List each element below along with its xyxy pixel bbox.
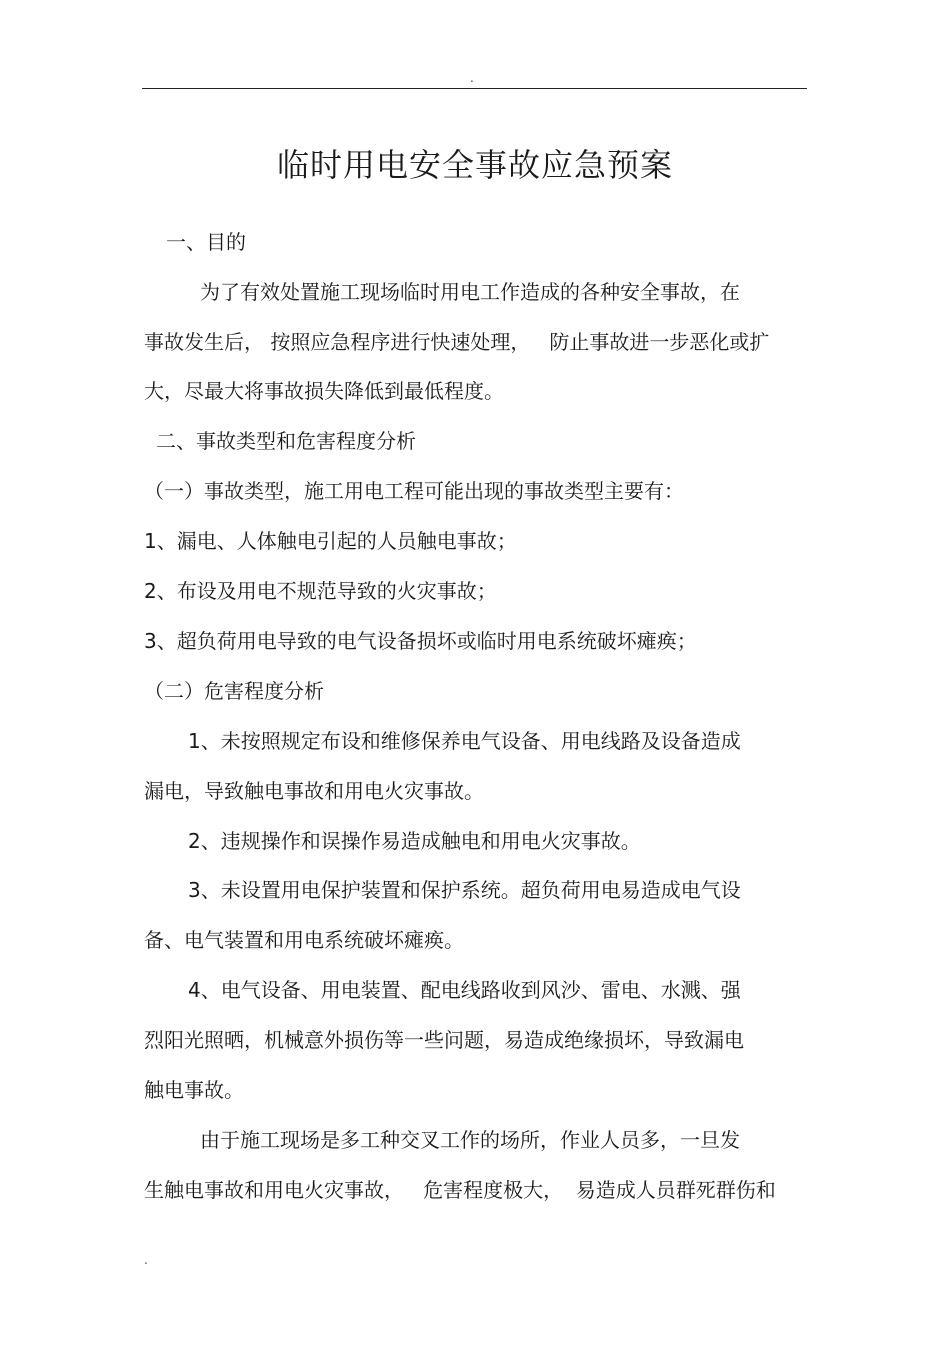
subsection-heading-hazard: （二）危害程度分析 (144, 679, 324, 703)
footer-mark: . (144, 1253, 148, 1267)
list-item: 2、违规操作和误操作易造成触电和用电火灾事故。 (188, 829, 641, 853)
list-item: 2、布设及用电不规范导致的火灾事故； (144, 579, 497, 603)
paragraph-line: 为了有效处置施工现场临时用电工作造成的各种安全事故，在 (200, 280, 740, 304)
list-item: 3、未设置用电保护装置和保护系统。超负荷用电易造成电气设 (188, 878, 741, 902)
paragraph-line: 触电事故。 (144, 1078, 244, 1102)
document-title: 临时用电安全事故应急预案 (276, 146, 673, 185)
paragraph-line: 备、电气装置和用电系统破坏瘫痪。 (144, 928, 464, 952)
paragraph-line: 大，尽最大将事故损失降低到最低程度。 (144, 379, 504, 403)
header-mark: . (470, 71, 474, 85)
section-heading-purpose: 一、目的 (166, 230, 246, 254)
list-item: 1、漏电、人体触电引起的人员触电事故； (144, 529, 517, 553)
subsection-heading-types: （一）事故类型，施工用电工程可能出现的事故类型主要有： (144, 479, 684, 503)
paragraph-line: 漏电，导致触电事故和用电火灾事故。 (144, 779, 484, 803)
list-item: 4、电气设备、用电装置、配电线路收到风沙、雷电、水溅、强 (188, 978, 741, 1002)
paragraph-line: 烈阳光照晒，机械意外损伤等一些问题，易造成绝缘损坏，导致漏电 (144, 1028, 744, 1052)
list-item: 3、超负荷用电导致的电气设备损坏或临时用电系统破坏瘫痪； (144, 629, 697, 653)
header-rule (142, 88, 807, 89)
list-item: 1、未按照规定布设和维修保养电气设备、用电线路及设备造成 (188, 729, 741, 753)
paragraph-line: 由于施工现场是多工种交叉工作的场所，作业人员多，一旦发 (200, 1128, 740, 1152)
paragraph-line: 生触电事故和用电火灾事故， 危害程度极大， 易造成人员群死群伤和 (144, 1178, 776, 1202)
section-heading-accident-types: 二、事故类型和危害程度分析 (156, 429, 416, 453)
paragraph-line: 事故发生后， 按照应急程序进行快速处理， 防止事故进一步恶化或扩 (144, 330, 770, 354)
